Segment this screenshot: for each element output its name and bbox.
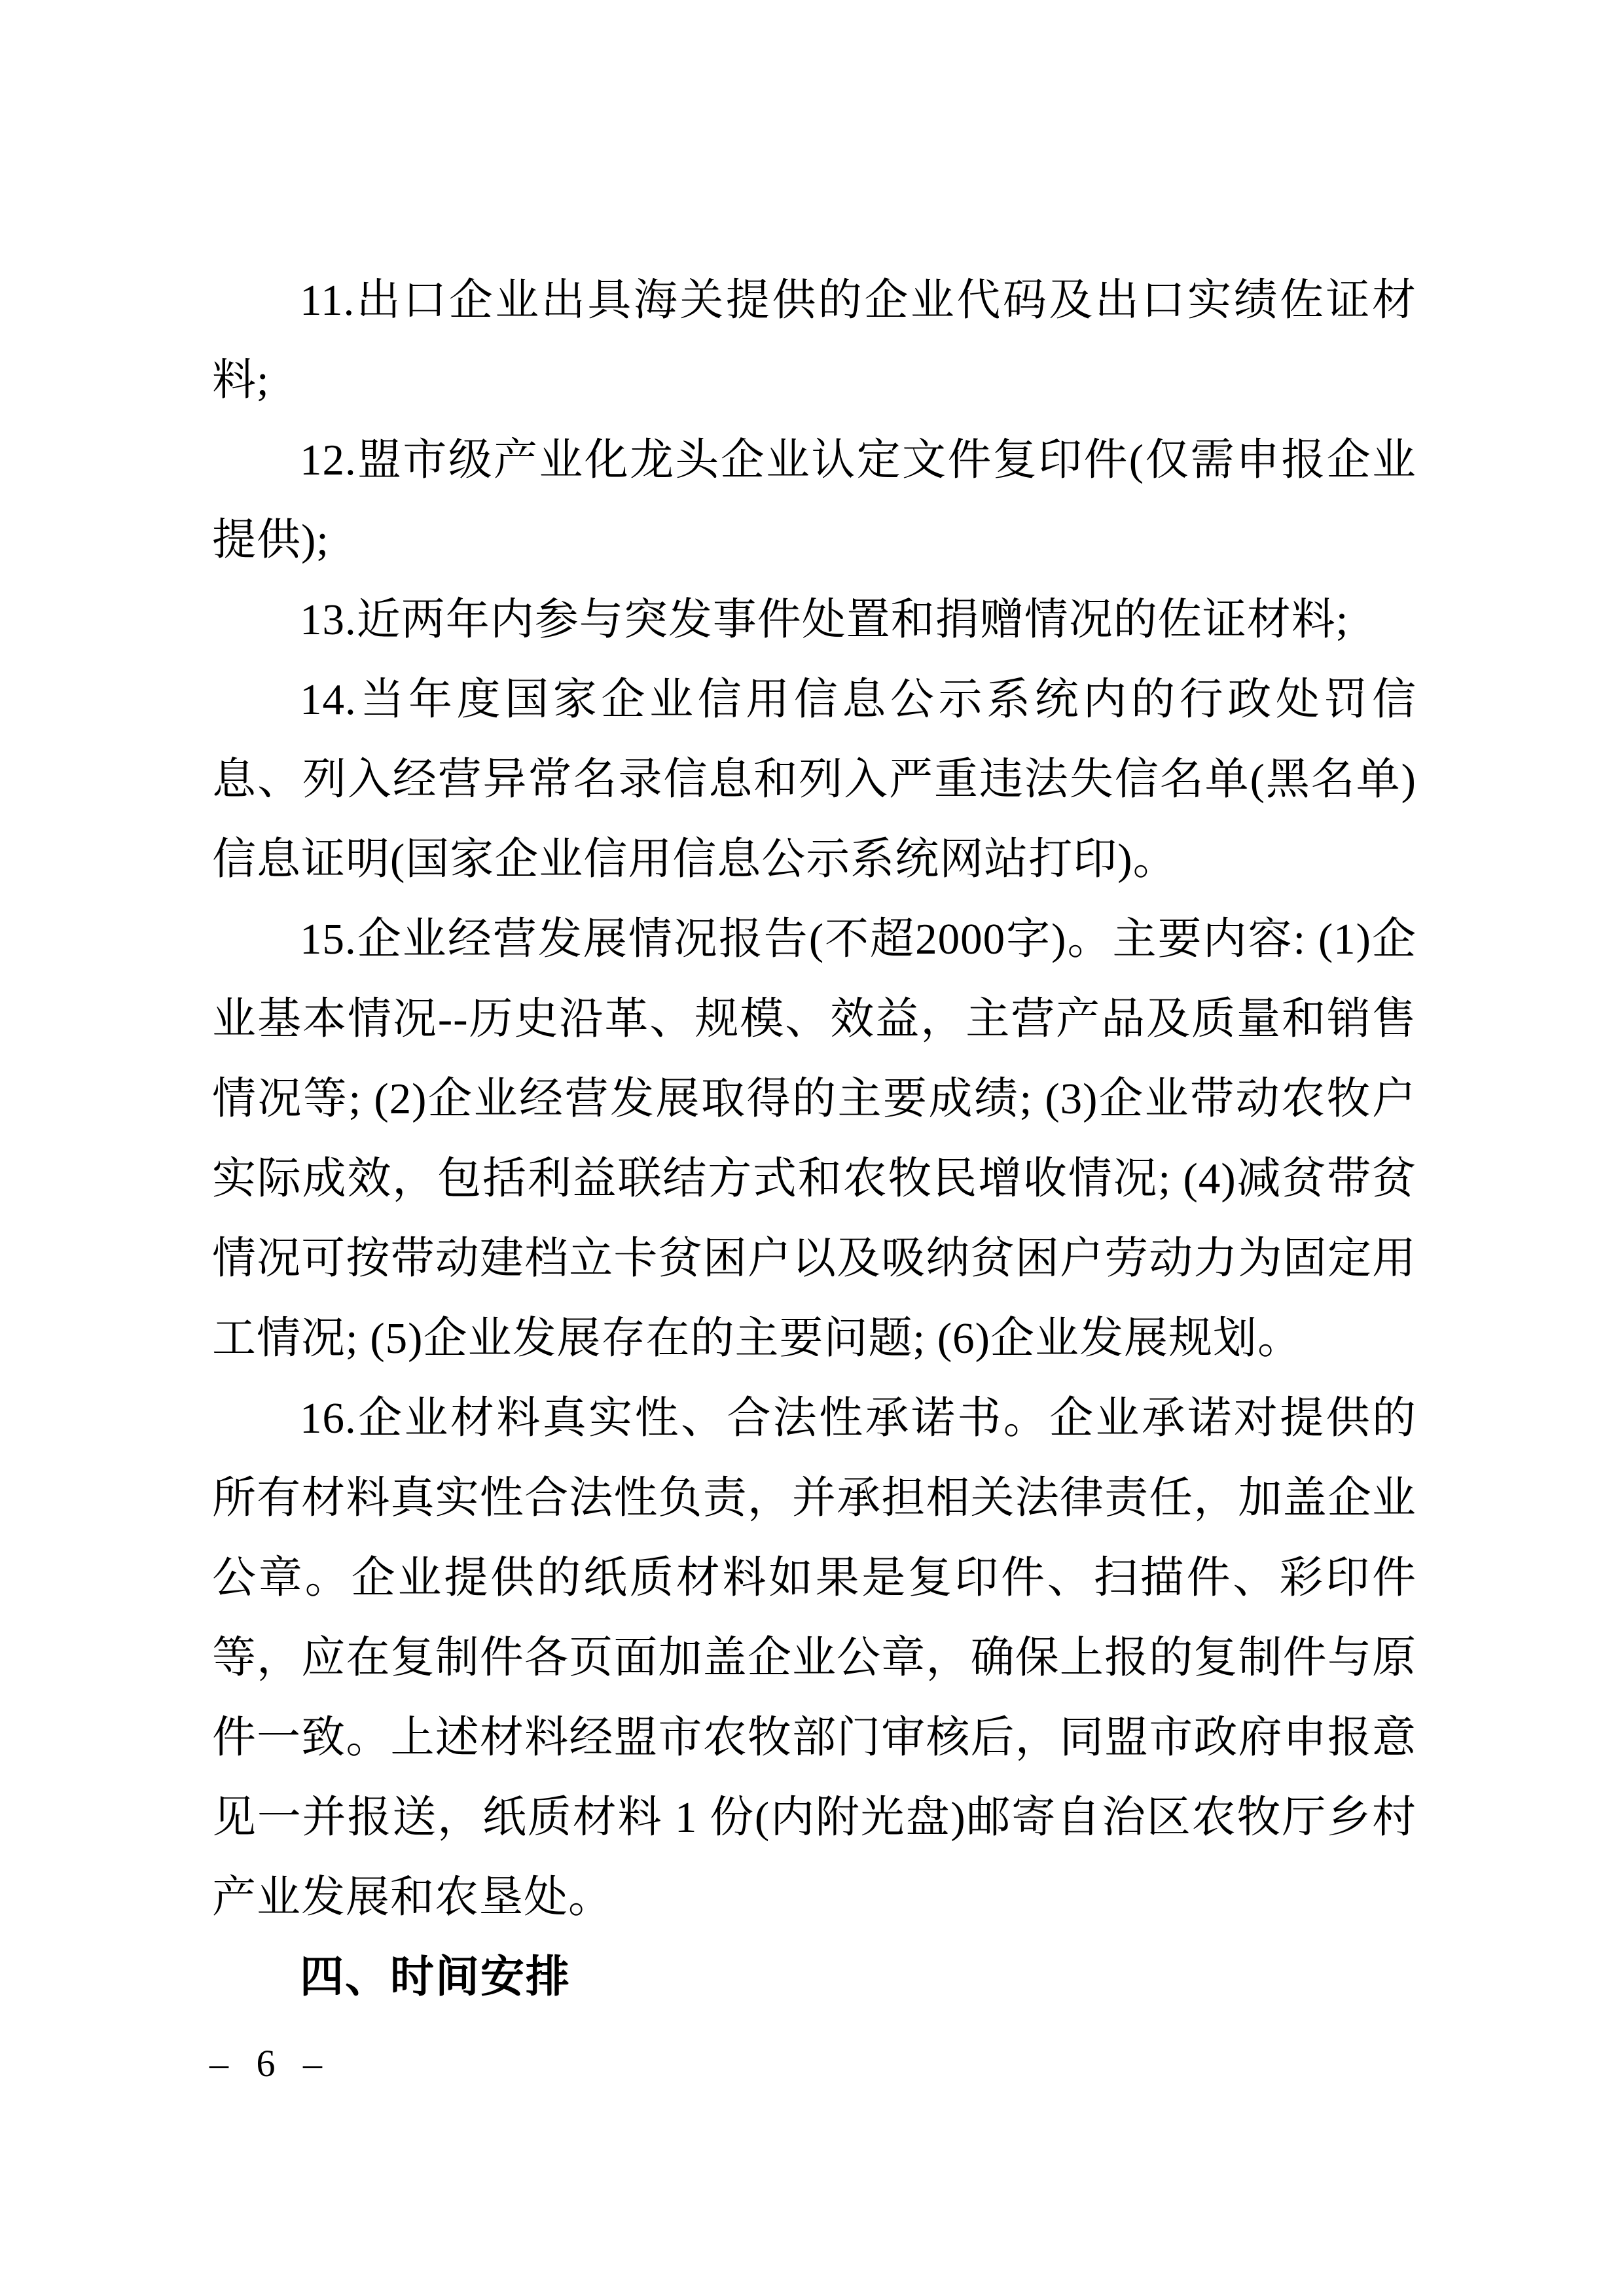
paragraph-item-11: 11.出口企业出具海关提供的企业代码及出口实绩佐证材料; — [212, 276, 1416, 404]
paragraph-item-16: 16.企业材料真实性、合法性承诺书。企业承诺对提供的所有材料真实性合法性负责，并承担相关法律责任，加盖企业公章。企业提供的纸质材料如果是复印件、扫描件、彩印件等，应在复制件各页面加盖企业公章，确保上报的复制件与原件一致。上述材料经盟市农牧部门审核后，同盟市政府申报意见一并报送，纸质材料 1 份(内附光盘)邮寄自治区农牧厅乡村产业发展和农垦处。 — [212, 1394, 1416, 1922]
section-heading-time-arrangement: 四、时间安排 — [300, 1952, 571, 2001]
paragraph-item-13: 13.近两年内参与突发事件处置和捐赠情况的佐证材料; — [300, 596, 1349, 644]
document-body — [212, 260, 1416, 2017]
page-number: – 6 – — [209, 2042, 331, 2085]
paragraph-item-12: 12.盟市级产业化龙头企业认定文件复印件(仅需申报企业提供); — [212, 436, 1416, 564]
paragraph-item-14: 14.当年度国家企业信用信息公示系统内的行政处罚信息、列入经营异常名录信息和列入严重违法失信名单(黑名单)信息证明(国家企业信用信息公示系统网站打印)。 — [212, 675, 1416, 884]
paragraph-item-15: 15.企业经营发展情况报告(不超2000字)。主要内容: (1)企业基本情况--历史沿革、规模、效益，主营产品及质量和销售情况等; (2)企业经营发展取得的主要成绩; (3)企业带动农牧户实际成效，包括利益联结方式和农牧民增收情况; (4)减贫带贫情况可按带动建档立卡贫困户以及吸纳贫困户劳动力为固定用工情况; (5)企业发展存在的主要问题; (6)企业发展规划。 — [212, 915, 1416, 1363]
